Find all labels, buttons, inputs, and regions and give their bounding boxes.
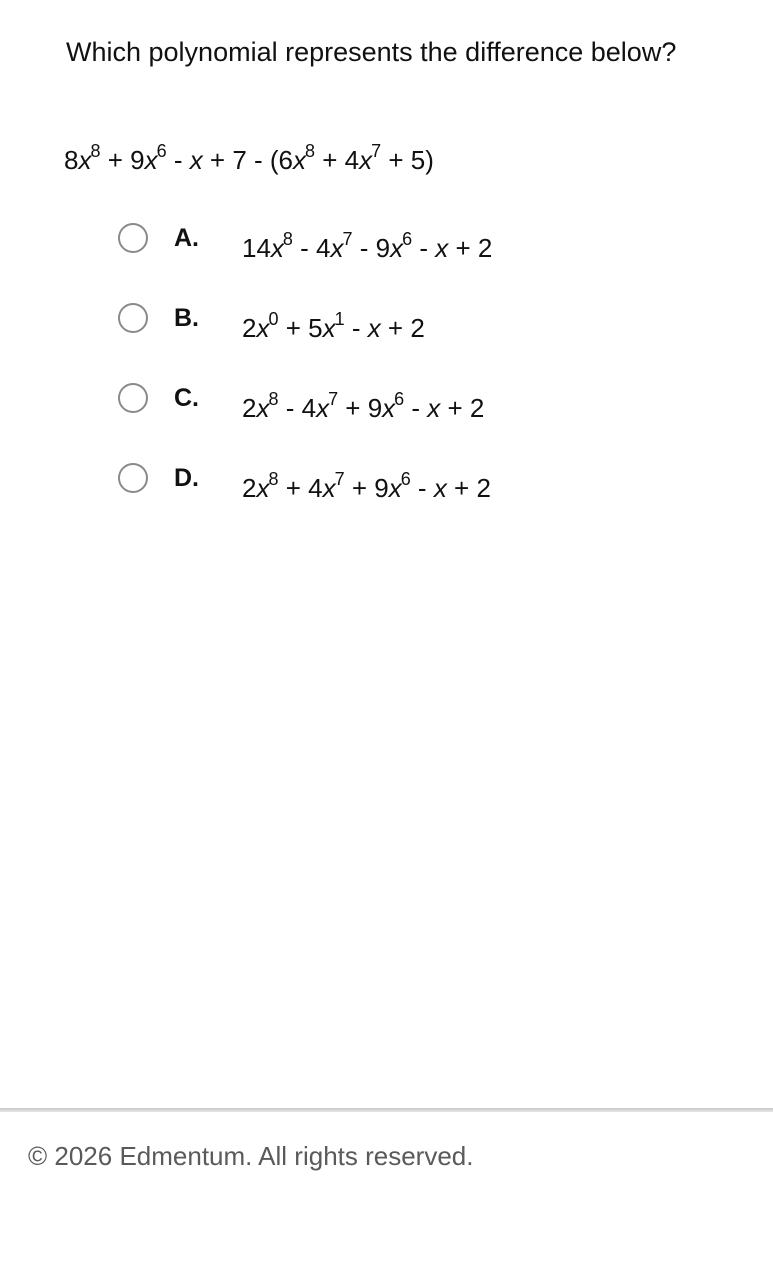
opt-term: - xyxy=(344,313,368,343)
expr-var: x xyxy=(359,145,373,175)
polynomial-expression xyxy=(64,140,434,180)
expr-exponent: 8 xyxy=(90,141,101,162)
opt-term: - xyxy=(404,393,428,423)
opt-term: 2 xyxy=(242,313,257,343)
opt-exponent: 7 xyxy=(342,229,353,250)
opt-term: - xyxy=(412,233,436,263)
expr-coef: 8 xyxy=(64,145,79,175)
opt-var: x xyxy=(256,473,270,503)
opt-var: x xyxy=(270,233,284,263)
option-letter: B. xyxy=(174,304,199,332)
opt-var: x xyxy=(330,233,344,263)
option-letter: C. xyxy=(174,384,199,412)
opt-exponent: 6 xyxy=(402,229,413,250)
opt-var: x xyxy=(322,313,336,343)
opt-term: + 9 xyxy=(344,473,389,503)
opt-term: + 4 xyxy=(278,473,323,503)
opt-exponent: 8 xyxy=(282,229,293,250)
expr-exponent: 7 xyxy=(371,141,382,162)
opt-term: + 2 xyxy=(440,393,485,423)
opt-exponent: 8 xyxy=(268,469,279,490)
expr-term: + 7 - (6 xyxy=(202,145,294,175)
opt-term: + 2 xyxy=(380,313,425,343)
expr-term: + 4 xyxy=(315,145,360,175)
opt-term: 14 xyxy=(242,233,271,263)
opt-exponent: 6 xyxy=(394,389,405,410)
option-d[interactable] xyxy=(118,460,718,540)
opt-var: x xyxy=(390,233,404,263)
copyright-text: © 2026 Edmentum. All rights reserved. xyxy=(28,1141,474,1171)
option-b[interactable] xyxy=(118,300,718,380)
opt-exponent: 1 xyxy=(334,309,345,330)
opt-var: x xyxy=(388,473,402,503)
opt-term: - xyxy=(410,473,434,503)
opt-exponent: 8 xyxy=(268,389,279,410)
opt-exponent: 0 xyxy=(268,309,279,330)
opt-exponent: 6 xyxy=(400,469,411,490)
opt-term: + 5 xyxy=(278,313,323,343)
opt-term: + 2 xyxy=(448,233,493,263)
opt-exponent: 7 xyxy=(328,389,339,410)
option-expression xyxy=(242,468,491,508)
opt-var: x xyxy=(435,233,449,263)
radio-button-d[interactable] xyxy=(118,463,148,493)
opt-var: x xyxy=(382,393,396,423)
expr-term: - xyxy=(166,145,190,175)
opt-exponent: 7 xyxy=(334,469,345,490)
expr-var: x xyxy=(189,145,203,175)
expr-var: x xyxy=(144,145,158,175)
opt-var: x xyxy=(433,473,447,503)
opt-var: x xyxy=(427,393,441,423)
opt-var: x xyxy=(256,393,270,423)
radio-button-c[interactable] xyxy=(118,383,148,413)
opt-term: - 4 xyxy=(278,393,317,423)
opt-term: - 9 xyxy=(352,233,391,263)
opt-term: 2 xyxy=(242,393,257,423)
opt-term: + 2 xyxy=(446,473,491,503)
option-expression xyxy=(242,308,425,348)
option-a[interactable] xyxy=(118,220,718,300)
option-letter: A. xyxy=(174,224,199,252)
question-text: Which polynomial represents the difference below? xyxy=(66,37,677,67)
radio-button-a[interactable] xyxy=(118,223,148,253)
expr-term: + 9 xyxy=(100,145,145,175)
opt-var: x xyxy=(322,473,336,503)
option-expression xyxy=(242,388,484,428)
option-letter: D. xyxy=(174,464,199,492)
opt-var: x xyxy=(367,313,381,343)
expr-exponent: 6 xyxy=(156,141,167,162)
opt-term: 2 xyxy=(242,473,257,503)
footer-divider xyxy=(0,1108,773,1112)
radio-button-b[interactable] xyxy=(118,303,148,333)
opt-var: x xyxy=(256,313,270,343)
option-c[interactable] xyxy=(118,380,718,460)
answer-options xyxy=(118,220,718,540)
expr-var: x xyxy=(293,145,307,175)
expr-exponent: 8 xyxy=(305,141,316,162)
option-expression xyxy=(242,228,492,268)
opt-term: + 9 xyxy=(338,393,383,423)
opt-var: x xyxy=(316,393,330,423)
expr-term: + 5) xyxy=(381,145,434,175)
opt-term: - 4 xyxy=(292,233,331,263)
expr-var: x xyxy=(78,145,92,175)
